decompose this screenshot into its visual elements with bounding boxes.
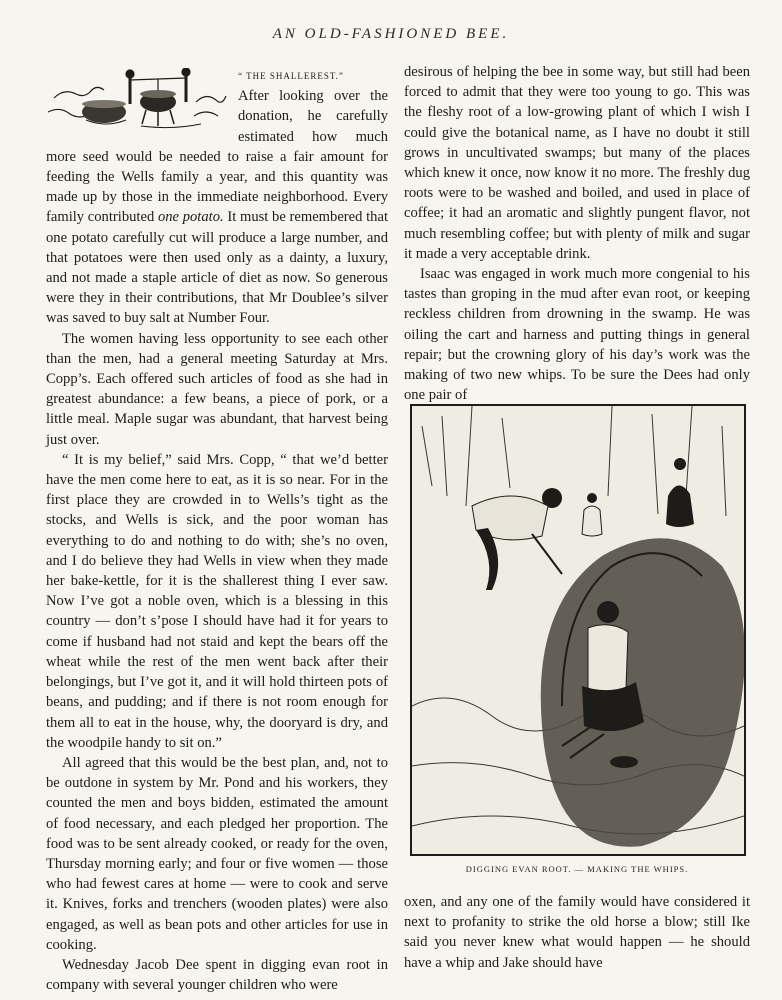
paragraph-1-emphasis: one potato. — [157, 209, 224, 226]
paragraph-6: desirous of helping the bee in some way, but still had been forced to admit that they were too young to go. This was the fleshy root of a low-growing plant of which I wish I could give the botanical name, as I have no doubt it still grows in uncultivated swamps; but many of the places which knew it once, now know it no more. The freshly dug roots were to be washed and boiled, and used in place of coffee; it had an aromatic and slightly pungent flavor, not much resembling coffee; but with plenty of milk and sugar it made a very acceptable drink. — [404, 64, 750, 262]
paragraph-7: Isaac was engaged in work much more congenial to his tastes than groping in the mud after evan root, or keeping reckless children from drowning in the swamp. He was oiling the cart and harness and putting things in general repair; but the crowning glory of his day’s work was the making of two new whips. To be sure the Dees had only one pair of — [404, 266, 750, 404]
figure-caption: DIGGING EVAN ROOT. — MAKING THE WHIPS. — [465, 864, 689, 874]
paragraph-5: Wednesday Jacob Dee spent in digging evan root in company with several younger children who were — [46, 956, 388, 994]
main-illustration — [410, 404, 746, 856]
paragraph-1-text-a: After looking over the donation, he carefully estimated how much more seed would be needed to raise a fair amount for feeding the Wells family a year, and this quantity was made up by those in the immediate neighborhood. Every family contributed — [46, 88, 388, 226]
inset-caption: “ THE SHALLEREST.” — [238, 71, 344, 81]
running-head: AN OLD-FASHIONED BEE. — [272, 26, 510, 42]
right-column-top — [404, 62, 750, 405]
paragraph-4: All agreed that this would be the best plan, and, not to be outdone in system by Mr. Pond and his workers, they counted the men and boys bidden, estimated the amount of food necessary, and each pledged her proportion. The food was to be sent already cooked, or ready for the oven, Thursday morning early; and four or five women — those who had fewest cares at home — were to cook and serve it. Knives, forks and trenchers (wooden plates) were also engaged, as well as bean pots and other articles for use in cooking. — [46, 754, 388, 953]
paragraph-3: “ It is my belief,” said Mrs. Copp, “ that we’d better have the men come here to eat, as it is so near. For in the first place they are crowded in to Wells’s tight as the stocks, and Wells is sick, and the poor woman has everything to do and nothing to do with; she’s no oven, and I do believe they had Wells in view when they made her bake-kettle, for it is the shallerest thing I ever saw. Now I’ve got a noble oven, which is a blessing in this country — don’t s’pose I should have had it for years to come if husband had not staid and kept the bears off the wheat while the rest of the men went back after their belongings, but I’ve got it, and it will hold thirteen pots of beans, and pudding; and if there is not room enough for them all to eat in the house, why, the dooryard is dry, and the woodpile handy to sit on.” — [46, 451, 388, 751]
right-column-bottom — [404, 892, 750, 973]
paragraph-2: The women having less opportunity to see each other than the men, had a general meeting Saturday at Mrs. Copp’s. Each offered such articles of food as she had in greatest abundance: a few beans, a piece of pork, or a little meal. Maple sugar was abundant, that harvest being just over. — [46, 330, 388, 448]
paragraph-8: oxen, and any one of the family would have considered it next to profanity to strike the old horse a blow; still Ike said you never knew what would happen — he should have a whip and Jake should have — [404, 894, 750, 971]
inset-illustration — [46, 68, 228, 130]
kettle-drawing — [46, 68, 228, 130]
left-column — [46, 62, 388, 995]
evan-root-drawing — [412, 406, 744, 854]
paragraph-1-text-b: It must be remembered that one potato carefully cut will produce a large number, and that potatoes were then used only as a dainty, a luxury, and not made a staple article of diet as now. So generous were they in their contributions, that Mr Doublee’s silver was saved to buy salt at Number Four. — [46, 209, 389, 327]
